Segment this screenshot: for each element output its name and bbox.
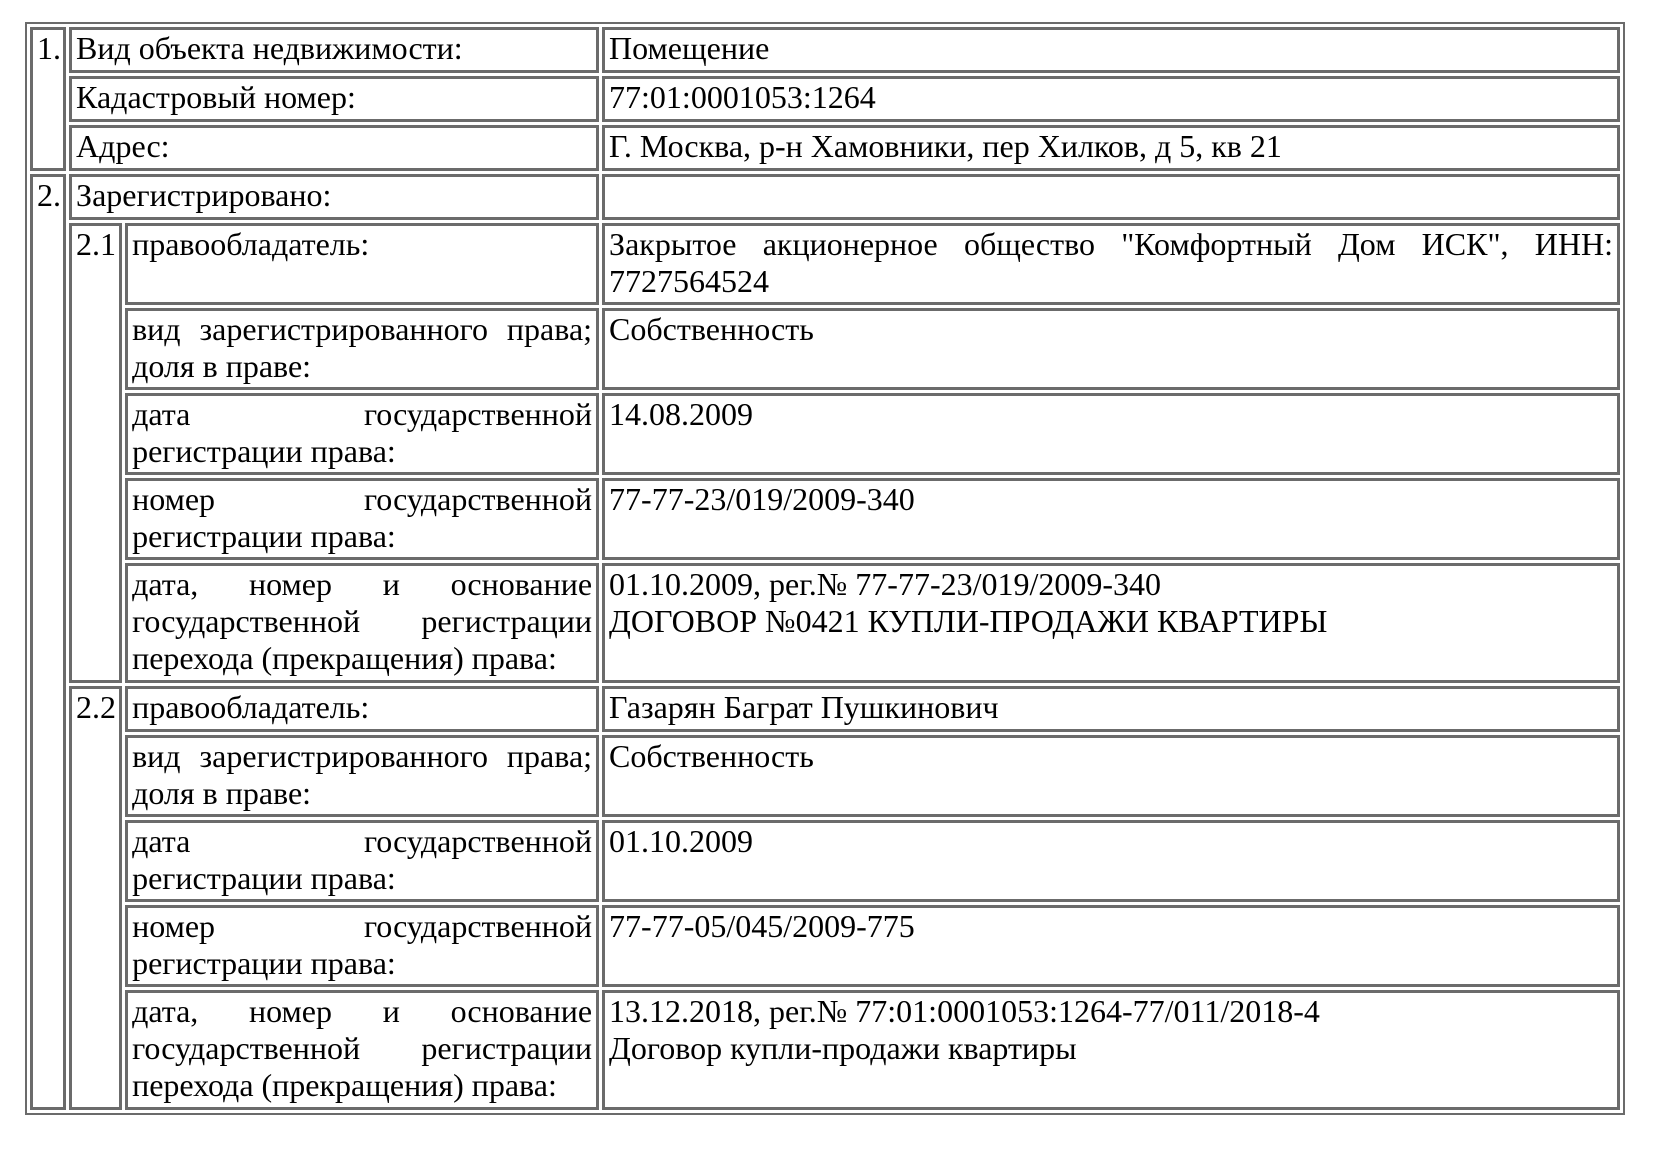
row-cadastral-number <box>30 76 1620 122</box>
section-number: 2. <box>30 174 66 1110</box>
value-rightholder: Закрытое акционерное общество "Комфортный Дом ИСК", ИНН: 7727564524 <box>602 223 1620 305</box>
value-address: Г. Москва, р-н Хамовники, пер Хилков, д 5, кв 21 <box>602 125 1620 171</box>
section-number: 1. <box>30 27 66 171</box>
holder-row <box>30 478 1620 560</box>
transfer-registration: 01.10.2009, рег.№ 77-77-23/019/2009-340 <box>609 566 1162 602</box>
value-right-type: Собственность <box>602 735 1620 817</box>
holder-row <box>30 990 1620 1110</box>
value-registration-date: 14.08.2009 <box>602 393 1620 475</box>
value-object-type: Помещение <box>602 27 1620 73</box>
holder-row <box>30 686 1620 732</box>
holder-number: 2.2 <box>69 686 122 1110</box>
label-registration-number: номер государственной регистрации права: <box>125 905 599 987</box>
property-extract-table <box>25 22 1625 1115</box>
holder-row <box>30 308 1620 390</box>
holder-row <box>30 820 1620 902</box>
holder-row <box>30 735 1620 817</box>
value-cadastral-number: 77:01:0001053:1264 <box>602 76 1620 122</box>
row-address <box>30 125 1620 171</box>
value-registration-date: 01.10.2009 <box>602 820 1620 902</box>
holder-row <box>30 563 1620 683</box>
label-address: Адрес: <box>69 125 599 171</box>
label-right-type: вид зарегистрированного права; доля в праве: <box>125 735 599 817</box>
label-rightholder: правообладатель: <box>125 223 599 305</box>
holder-number: 2.1 <box>69 223 122 683</box>
label-registration-date: дата государственной регистрации права: <box>125 820 599 902</box>
row-object-type <box>30 27 1620 73</box>
value-registered <box>602 174 1620 220</box>
row-registered <box>30 174 1620 220</box>
label-transfer-basis: дата, номер и основание государственной регистрации перехода (прекращения) права: <box>125 990 599 1110</box>
transfer-registration: 13.12.2018, рег.№ 77:01:0001053:1264-77/011/2018-4 <box>609 993 1320 1029</box>
label-right-type: вид зарегистрированного права; доля в праве: <box>125 308 599 390</box>
holder-row <box>30 223 1620 305</box>
value-registration-number: 77-77-05/045/2009-775 <box>602 905 1620 987</box>
value-right-type: Собственность <box>602 308 1620 390</box>
holder-row <box>30 393 1620 475</box>
label-registration-number: номер государственной регистрации права: <box>125 478 599 560</box>
label-cadastral-number: Кадастровый номер: <box>69 76 599 122</box>
value-rightholder: Газарян Баграт Пушкинович <box>602 686 1620 732</box>
label-object-type: Вид объекта недвижимости: <box>69 27 599 73</box>
label-registration-date: дата государственной регистрации права: <box>125 393 599 475</box>
label-transfer-basis: дата, номер и основание государственной регистрации перехода (прекращения) права: <box>125 563 599 683</box>
label-registered: Зарегистрировано: <box>69 174 599 220</box>
transfer-document: ДОГОВОР №0421 КУПЛИ-ПРОДАЖИ КВАРТИРЫ <box>609 603 1328 639</box>
transfer-document: Договор купли-продажи квартиры <box>609 1030 1077 1066</box>
value-transfer-basis <box>602 990 1620 1110</box>
value-transfer-basis <box>602 563 1620 683</box>
value-registration-number: 77-77-23/019/2009-340 <box>602 478 1620 560</box>
label-rightholder: правообладатель: <box>125 686 599 732</box>
holder-row <box>30 905 1620 987</box>
